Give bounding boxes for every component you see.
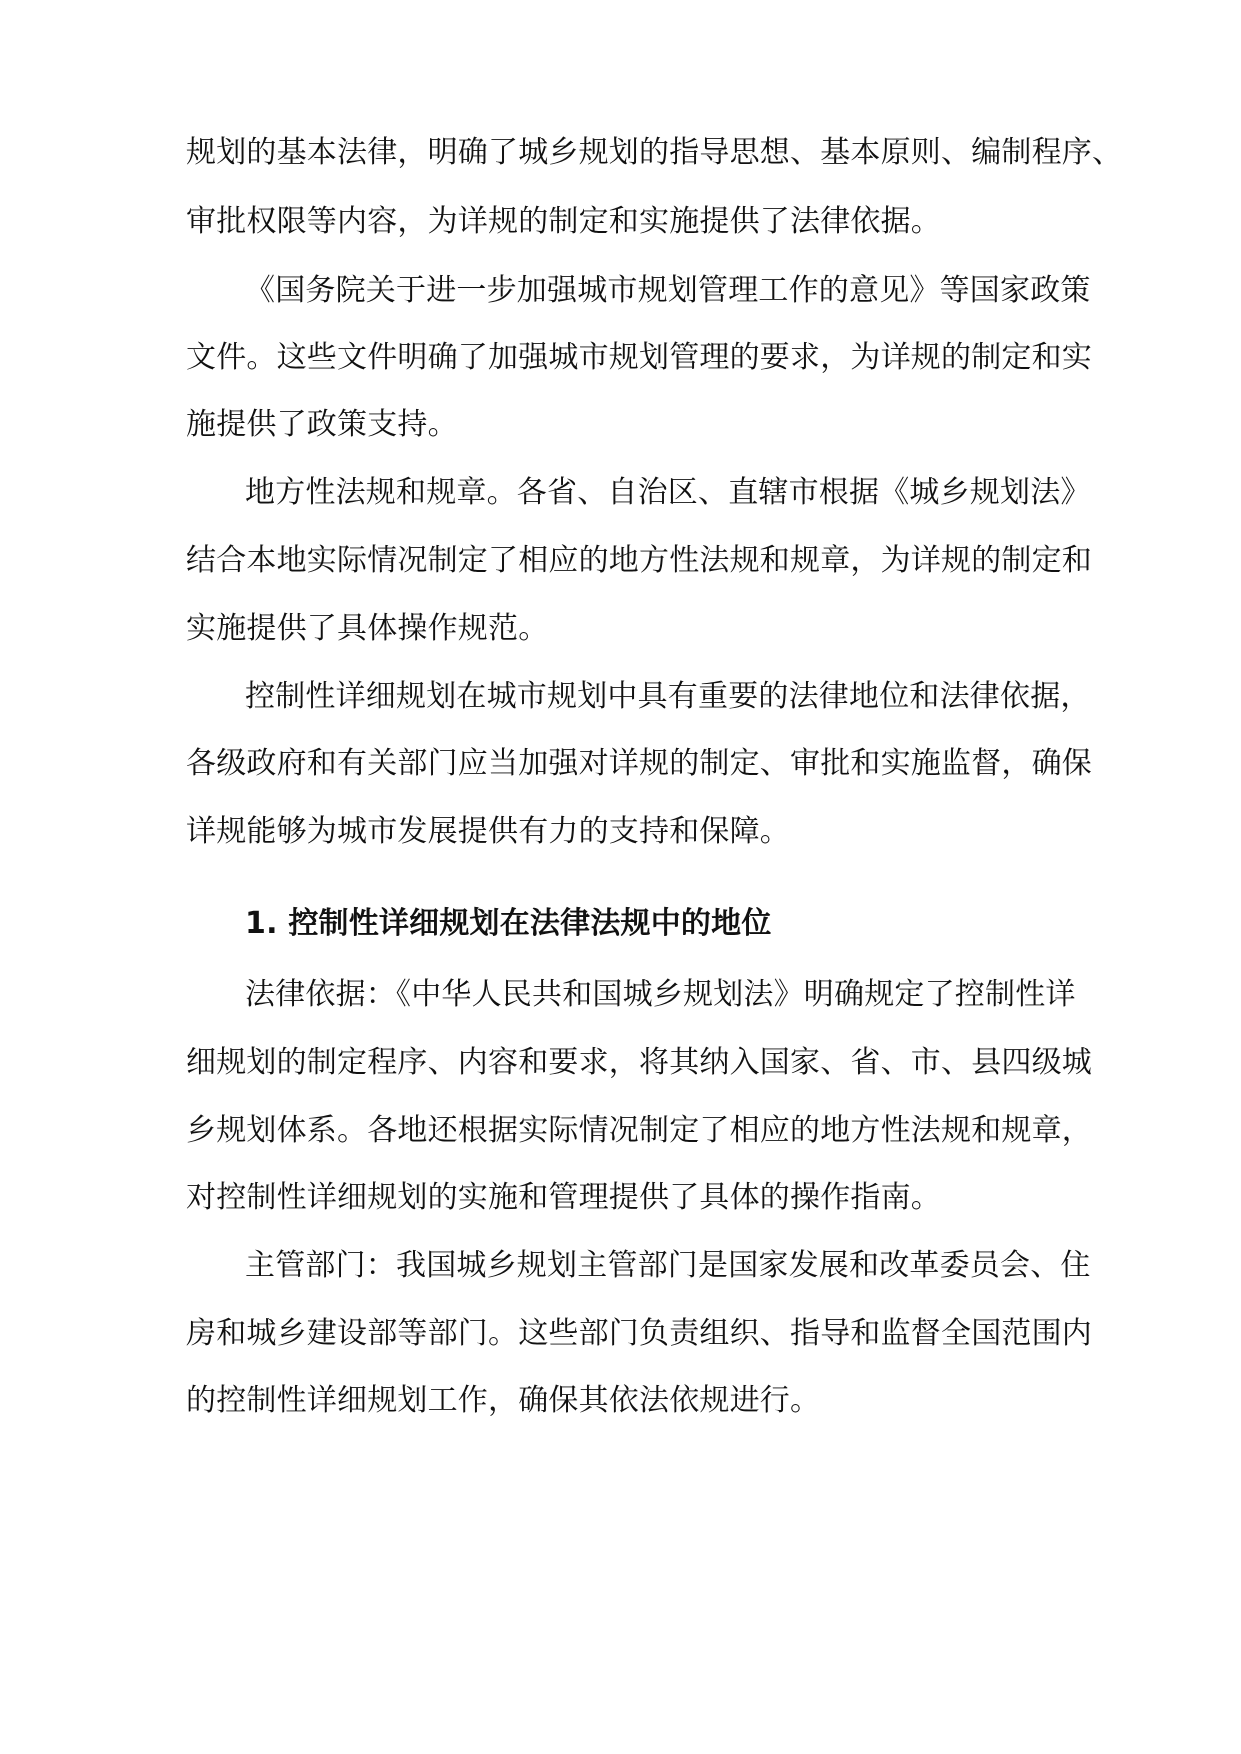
paragraph-line: 主管部门：我国城乡规划主管部门是国家发展和改革委员会、住 xyxy=(245,1248,1091,1283)
paragraph-line: 各级政府和有关部门应当加强对详规的制定、审批和实施监督，确保 xyxy=(186,746,1092,781)
paragraph-line: 实施提供了具体操作规范。 xyxy=(186,611,549,646)
paragraph-line: 结合本地实际情况制定了相应的地方性法规和规章，为详规的制定和 xyxy=(186,543,1092,578)
paragraph-line: 详规能够为城市发展提供有力的支持和保障。 xyxy=(186,814,790,849)
paragraph-line: 文件。这些文件明确了加强城市规划管理的要求，为详规的制定和实 xyxy=(186,340,1092,375)
paragraph-line: 审批权限等内容，为详规的制定和实施提供了法律依据。 xyxy=(186,204,941,239)
paragraph-line: 对控制性详细规划的实施和管理提供了具体的操作指南。 xyxy=(186,1180,941,1215)
paragraph-line: 《国务院关于进一步加强城市规划管理工作的意见》等国家政策 xyxy=(245,273,1091,308)
paragraph-line: 细规划的制定程序、内容和要求，将其纳入国家、省、市、县四级城 xyxy=(186,1045,1092,1080)
paragraph-line: 控制性详细规划在城市规划中具有重要的法律地位和法律依据， xyxy=(245,679,1091,714)
paragraph-line: 法律依据：《中华人民共和国城乡规划法》明确规定了控制性详 xyxy=(245,977,1076,1012)
paragraph-line: 施提供了政策支持。 xyxy=(186,407,458,442)
paragraph-line: 的控制性详细规划工作，确保其依法依规进行。 xyxy=(186,1383,821,1418)
section-heading: 1. 控制性详细规划在法律法规中的地位 xyxy=(245,906,772,941)
paragraph-line: 房和城乡建设部等部门。这些部门负责组织、指导和监督全国范围内 xyxy=(186,1316,1092,1351)
paragraph-line: 地方性法规和规章。各省、自治区、直辖市根据《城乡规划法》 xyxy=(245,475,1091,510)
paragraph-line: 乡规划体系。各地还根据实际情况制定了相应的地方性法规和规章， xyxy=(186,1113,1092,1148)
paragraph-line: 规划的基本法律，明确了城乡规划的指导思想、基本原则、编制程序、 xyxy=(186,135,1123,170)
